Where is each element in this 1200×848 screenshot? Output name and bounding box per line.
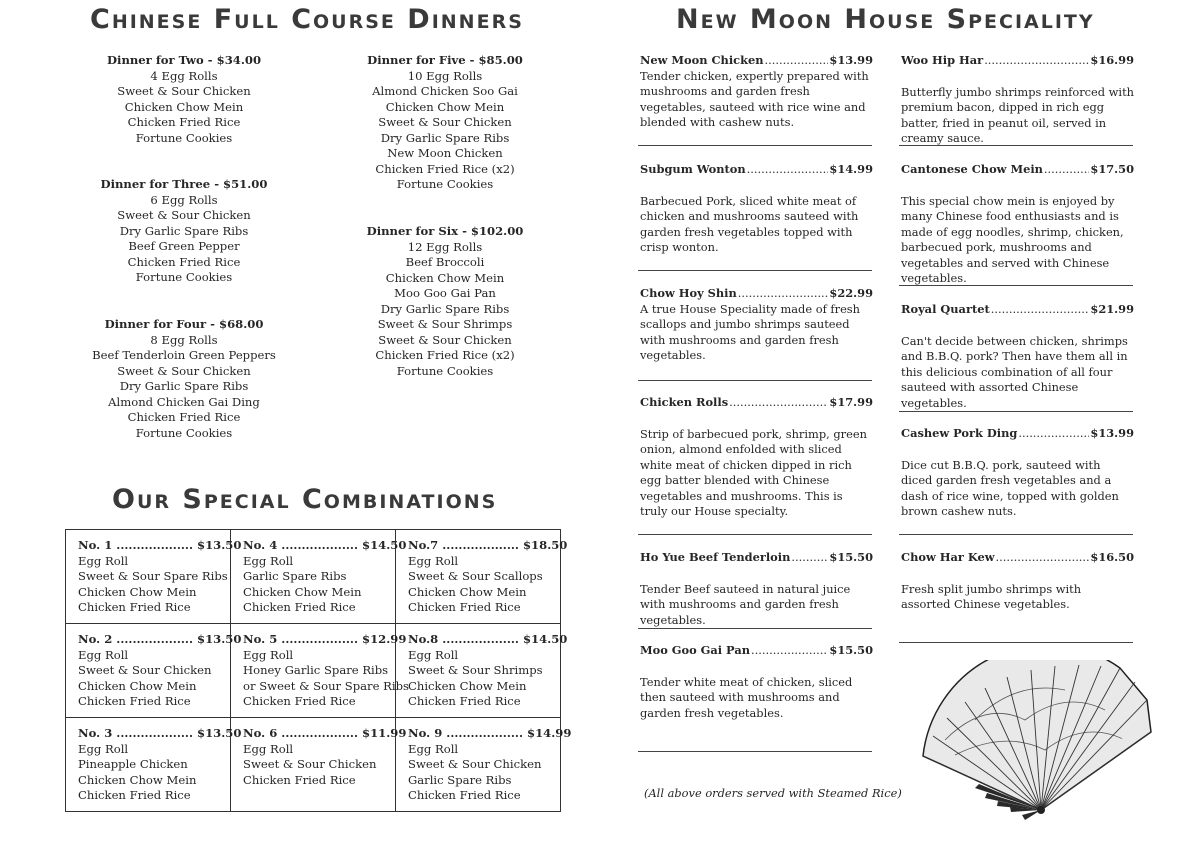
item-price: $13.99 (1090, 426, 1134, 440)
item-description: Dice cut B.B.Q. pork, sauteed with diced garden fresh vegetables and a dash of rice wine, topped with golden brown cashew nuts. (901, 457, 1119, 518)
combo-item: Chicken Fried Rice (78, 694, 191, 709)
dinner-item: Sweet & Sour Chicken (378, 115, 512, 129)
combo-cell (231, 624, 409, 718)
leader-dots (996, 550, 1090, 566)
item-price: $16.50 (1090, 550, 1134, 564)
dinner-title: Dinner for Five - $85.00 (367, 53, 523, 67)
combo-item: Egg Roll (78, 741, 129, 756)
combo-title: No. 9 ................... $14.99 (408, 726, 572, 740)
separator-line (899, 642, 1133, 643)
separator-line (638, 145, 872, 146)
combo-item: Egg Roll (408, 647, 459, 662)
dinner-item: Chicken Fried Rice (127, 410, 241, 424)
leader-dots (1018, 426, 1089, 442)
speciality-chicken-rolls (640, 395, 873, 520)
combo-item: Garlic Spare Ribs (243, 569, 347, 584)
dinner-for-two (69, 53, 299, 146)
combo-cell (66, 718, 242, 812)
combo-title: No.7 ................... $18.50 (408, 538, 568, 552)
dinner-item: Dry Garlic Spare Ribs (119, 223, 249, 238)
speciality-ho-yue-beef (640, 550, 873, 628)
special-combinations-heading: Our Special Combinations (112, 484, 498, 515)
combo-title: No. 6 ................... $11.99 (243, 726, 407, 740)
separator-line (638, 534, 872, 535)
combinations-table (65, 529, 572, 812)
combo-cell (396, 718, 572, 812)
steamed-rice-note: (All above orders served with Steamed Rice) (644, 786, 902, 800)
combo-cell (396, 530, 568, 624)
dinner-item: 12 Egg Rolls (407, 239, 483, 254)
dinner-item: Sweet & Sour Chicken (117, 208, 251, 222)
speciality-moo-goo-gai-pan (640, 643, 873, 721)
dinner-item: Beef Green Pepper (128, 239, 240, 253)
item-description: A true House Speciality made of fresh scallops and jumbo shrimps sauteed with mushrooms and garden fresh vegetables. (640, 301, 860, 362)
item-name: Subgum Wonton (640, 162, 746, 176)
combo-cell (396, 624, 568, 718)
leader-dots (991, 302, 1090, 318)
dinner-title: Dinner for Two - $34.00 (106, 53, 262, 67)
dinner-item: Fortune Cookies (135, 270, 233, 284)
combo-item: Egg Roll (243, 553, 294, 568)
combo-item: Sweet & Sour Chicken (78, 663, 212, 678)
dinner-item: Chicken Fried Rice (x2) (375, 348, 515, 362)
item-name: Chow Hoy Shin (640, 286, 737, 300)
combo-item: Honey Garlic Spare Ribs (243, 663, 389, 678)
dinner-title: Dinner for Four - $68.00 (104, 317, 264, 331)
speciality-new-moon-chicken (640, 53, 873, 131)
item-price: $15.50 (829, 643, 873, 657)
combo-item: Chicken Fried Rice (408, 694, 521, 709)
dinner-item: Sweet & Sour Chicken (378, 332, 512, 347)
separator-line (638, 380, 872, 381)
dinner-item: Fortune Cookies (135, 425, 233, 440)
combo-item: Egg Roll (78, 647, 129, 662)
item-name: Chicken Rolls (640, 395, 729, 409)
combo-item: Chicken Fried Rice (243, 694, 356, 709)
dinner-item: Almond Chicken Soo Gai (372, 84, 518, 98)
dinner-item: New Moon Chicken (387, 146, 503, 160)
item-name: Moo Goo Gai Pan (640, 643, 750, 657)
combo-item: Chicken Chow Mein (243, 584, 362, 599)
separator-line (899, 411, 1133, 412)
item-name: Cantonese Chow Mein (901, 162, 1043, 176)
combo-title: No.8 ................... $14.50 (408, 632, 568, 646)
combo-item: Egg Roll (243, 741, 294, 756)
item-name: Royal Quartet (901, 302, 990, 316)
dinner-item: Beef Broccoli (405, 255, 485, 269)
combo-item: Chicken Fried Rice (78, 600, 191, 615)
dinner-item: Chicken Fried Rice (127, 254, 241, 269)
dinner-item: Fortune Cookies (396, 363, 494, 378)
leader-dots (1044, 162, 1089, 178)
dinner-for-six (330, 224, 560, 379)
item-description: Fresh split jumbo shrimps with assorted Chinese vegetables. (901, 581, 1082, 611)
combo-item: Sweet & Sour Shrimps (408, 663, 543, 678)
dinner-item: Almond Chicken Gai Ding (108, 394, 260, 409)
dinner-item: Chicken Chow Mein (385, 270, 505, 285)
dinner-item: 8 Egg Rolls (150, 332, 218, 347)
combo-item: Chicken Fried Rice (408, 788, 521, 803)
leader-dots (729, 395, 828, 411)
combo-item: Egg Roll (408, 553, 459, 568)
item-name: Chow Har Kew (901, 550, 995, 564)
item-description: Butterfly jumbo shrimps reinforced with premium bacon, dipped in rich egg batter, fried in peanut oil, served in creamy sauce. (901, 84, 1134, 145)
dinner-title: Dinner for Three - $51.00 (100, 177, 268, 191)
combo-item: Chicken Fried Rice (78, 788, 191, 803)
item-description: Tender white meat of chicken, sliced then sauteed with mushrooms and garden fresh vegetables. (640, 674, 853, 720)
combo-cell (66, 530, 242, 624)
combo-item: Sweet & Sour Spare Ribs (78, 569, 228, 584)
leader-dots (751, 643, 828, 659)
dinner-item: Fortune Cookies (396, 177, 494, 191)
separator-line (899, 145, 1133, 146)
dinner-item: Beef Tenderloin Green Peppers (92, 348, 276, 362)
combo-item: Chicken Chow Mein (408, 584, 527, 599)
dinner-for-five (330, 53, 560, 193)
dinner-item: Chicken Chow Mein (385, 99, 505, 114)
dinner-item: Chicken Fried Rice (x2) (375, 161, 515, 176)
item-price: $15.50 (829, 550, 873, 564)
item-name: Cashew Pork Ding (901, 426, 1018, 440)
dinner-item: Sweet & Sour Chicken (117, 363, 251, 378)
item-name: Ho Yue Beef Tenderloin (640, 550, 791, 564)
speciality-royal-quartet (901, 302, 1134, 411)
item-description: Barbecued Pork, sliced white meat of chicken and mushrooms sauteed with garden fresh vegetables topped with crisp wonton. (640, 193, 859, 254)
separator-line (899, 285, 1133, 286)
folding-fan-illustration (915, 660, 1165, 830)
leader-dots (791, 550, 828, 566)
combo-cell (66, 624, 242, 718)
house-speciality-heading: New Moon House Speciality (676, 4, 1095, 35)
leader-dots (747, 162, 829, 178)
item-price: $17.50 (1090, 162, 1134, 176)
dinner-item: 10 Egg Rolls (407, 68, 483, 83)
combo-item: Sweet & Sour Scallops (408, 569, 543, 584)
dinner-item: Dry Garlic Spare Ribs (380, 130, 510, 145)
combo-item: Egg Roll (78, 553, 129, 568)
combo-item: or Sweet & Sour Spare Ribs (243, 678, 409, 693)
combo-item: Garlic Spare Ribs (408, 772, 512, 787)
dinner-item: 4 Egg Rolls (150, 68, 218, 83)
item-name: New Moon Chicken (640, 53, 764, 67)
speciality-cantonese-chow-mein (901, 162, 1134, 287)
item-description: Tender Beef sauteed in natural juice with mushrooms and garden fresh vegetables. (640, 581, 851, 627)
item-description: Tender chicken, expertly prepared with mushrooms and garden fresh vegetables, sauteed with rice wine and blended with cashew nuts. (640, 68, 869, 129)
combo-item: Sweet & Sour Chicken (243, 757, 377, 772)
item-price: $13.99 (829, 53, 873, 67)
combo-cell (231, 530, 407, 624)
combo-item: Egg Roll (243, 647, 294, 662)
dinner-item: Sweet & Sour Chicken (117, 84, 251, 98)
separator-line (638, 751, 872, 752)
full-course-dinners-heading: Chinese Full Course Dinners (90, 4, 524, 35)
speciality-woo-hip-har (901, 53, 1134, 147)
item-price: $22.99 (829, 286, 873, 300)
combo-title: No. 5 ................... $12.99 (243, 632, 407, 646)
combo-item: Chicken Fried Rice (408, 600, 521, 615)
item-price: $16.99 (1090, 53, 1134, 67)
leader-dots (738, 286, 829, 302)
dinner-for-four (69, 317, 299, 441)
combo-title: No. 3 ................... $13.50 (78, 726, 242, 740)
dinner-item: Fortune Cookies (135, 130, 233, 145)
dinner-item: 6 Egg Rolls (150, 192, 218, 207)
dinner-item: Dry Garlic Spare Ribs (380, 301, 510, 316)
combo-item: Chicken Fried Rice (243, 772, 356, 787)
speciality-chow-har-kew (901, 550, 1134, 613)
combo-item: Sweet & Sour Chicken (408, 757, 542, 772)
combo-title: No. 1 ................... $13.50 (78, 538, 242, 552)
combo-item: Pineapple Chicken (78, 757, 188, 772)
combo-item: Chicken Chow Mein (78, 772, 197, 787)
dinner-item: Moo Goo Gai Pan (394, 286, 496, 300)
dinner-item: Chicken Chow Mein (124, 99, 244, 114)
leader-dots (984, 53, 1089, 69)
leader-dots (765, 53, 829, 69)
combo-cell (231, 718, 407, 812)
combo-title: No. 2 ................... $13.50 (78, 632, 242, 646)
dinner-title: Dinner for Six - $102.00 (366, 224, 524, 238)
dinner-item: Chicken Fried Rice (127, 115, 241, 129)
item-name: Woo Hip Har (901, 53, 984, 67)
speciality-subgum-wonton (640, 162, 873, 256)
separator-line (638, 270, 872, 271)
dinner-item: Dry Garlic Spare Ribs (119, 379, 249, 393)
item-description: Strip of barbecued pork, shrimp, green onion, almond enfolded with sliced white meat of chicken dipped in rich egg batter blended with Chinese vegetables and mushrooms. This is truly our House specialty. (640, 426, 867, 518)
separator-line (899, 534, 1133, 535)
combo-title: No. 4 ................... $14.50 (243, 538, 407, 552)
combo-item: Chicken Fried Rice (243, 600, 356, 615)
speciality-chow-hoy-shin (640, 286, 873, 364)
item-price: $17.99 (829, 395, 873, 409)
item-description: Can't decide between chicken, shrimps and B.B.Q. pork? Then have them all in this delicious combination of all four sauteed with assorted Chinese vegetables. (901, 333, 1128, 410)
separator-line (638, 628, 872, 629)
speciality-cashew-pork-ding (901, 426, 1134, 520)
item-price: $14.99 (829, 162, 873, 176)
combo-item: Chicken Chow Mein (78, 584, 197, 599)
combo-item: Chicken Chow Mein (78, 678, 197, 693)
item-description: This special chow mein is enjoyed by many Chinese food enthusiasts and is made of egg noodles, shrimp, chicken, barbecued pork, mushrooms and vegetables and served with Chinese vegetables. (901, 193, 1124, 285)
dinner-for-three (69, 177, 299, 286)
dinner-item: Sweet & Sour Shrimps (377, 317, 513, 331)
combo-item: Chicken Chow Mein (408, 678, 527, 693)
combo-item: Egg Roll (408, 741, 459, 756)
item-price: $21.99 (1090, 302, 1134, 316)
